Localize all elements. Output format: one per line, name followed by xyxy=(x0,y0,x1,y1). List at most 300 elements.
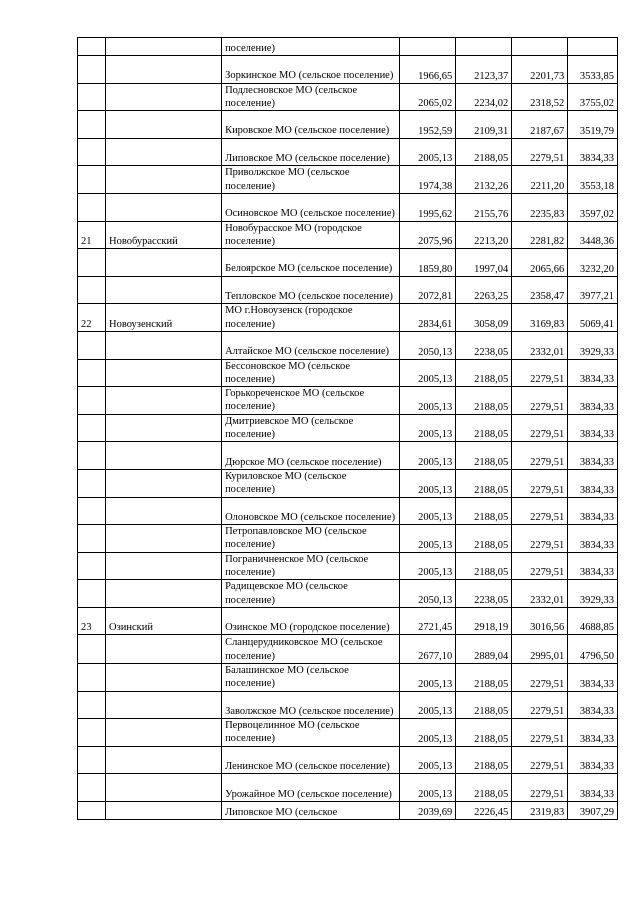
municipality-cell xyxy=(222,469,400,497)
value-cell-3 xyxy=(512,663,568,691)
row-number-cell xyxy=(78,580,106,608)
table-row xyxy=(78,719,618,747)
value-cell-1 xyxy=(400,691,456,719)
municipality-cell xyxy=(222,663,400,691)
municipality-cell-text: Заволжское МО (сельское поселение) xyxy=(225,705,394,717)
value-cell-2-text: 2918,19 xyxy=(474,622,509,634)
municipality-cell-text: Зоркинское МО (сельское поселение) xyxy=(225,70,394,82)
table-row xyxy=(78,38,618,56)
table-row xyxy=(78,111,618,139)
value-cell-3-text: 2358,47 xyxy=(530,291,565,303)
value-cell-1 xyxy=(400,525,456,553)
table-row xyxy=(78,525,618,553)
row-number-cell xyxy=(78,414,106,442)
value-cell-1-text: 2005,13 xyxy=(418,761,453,773)
value-cell-3-text: 2279,51 xyxy=(530,374,565,386)
row-number-cell xyxy=(78,193,106,221)
value-cell-3-text: 2281,82 xyxy=(530,236,565,248)
row-number-cell xyxy=(78,249,106,277)
value-cell-4-text: 3834,33 xyxy=(579,512,614,524)
value-cell-2-text: 2188,05 xyxy=(474,733,509,745)
value-cell-4 xyxy=(568,663,618,691)
row-number-cell xyxy=(78,221,106,249)
value-cell-3-text: 2235,83 xyxy=(530,208,565,220)
municipality-cell-text: Новобурасское МО (городское поселение) xyxy=(225,222,362,247)
value-cell-4 xyxy=(568,469,618,497)
value-cell-3 xyxy=(512,801,568,819)
value-cell-2-text: 2188,05 xyxy=(474,761,509,773)
table-row xyxy=(78,774,618,802)
value-cell-1 xyxy=(400,497,456,525)
value-cell-1 xyxy=(400,469,456,497)
value-cell-4-text: 3834,33 xyxy=(579,484,614,496)
value-cell-3-text: 2279,51 xyxy=(530,706,565,718)
district-cell xyxy=(105,221,221,249)
value-cell-3 xyxy=(512,414,568,442)
value-cell-1 xyxy=(400,304,456,332)
value-cell-1-text: 2050,13 xyxy=(418,346,453,358)
value-cell-4 xyxy=(568,552,618,580)
municipality-cell-text: Дмитриевское МО (сельское поселение) xyxy=(225,415,354,441)
district-cell xyxy=(105,111,221,139)
value-cell-4 xyxy=(568,497,618,525)
value-cell-4-text: 3834,33 xyxy=(579,706,614,718)
value-cell-1 xyxy=(400,663,456,691)
value-cell-4-text: 3907,29 xyxy=(579,806,614,818)
row-number-cell xyxy=(78,663,106,691)
value-cell-4-text: 4796,50 xyxy=(579,650,614,662)
value-cell-2-text: 2234,02 xyxy=(474,98,509,110)
municipality-cell-text: МО г.Новоузенск (городское поселение) xyxy=(225,305,353,330)
table-row xyxy=(78,166,618,194)
row-number-cell xyxy=(78,83,106,111)
value-cell-1-text: 2005,13 xyxy=(418,153,453,165)
value-cell-3 xyxy=(512,774,568,802)
value-cell-3 xyxy=(512,442,568,470)
value-cell-1 xyxy=(400,193,456,221)
value-cell-4 xyxy=(568,166,618,194)
value-cell-4-text: 3929,33 xyxy=(579,594,614,606)
value-cell-4 xyxy=(568,719,618,747)
table-row xyxy=(78,276,618,304)
value-cell-4-text: 3929,33 xyxy=(579,346,614,358)
value-cell-1 xyxy=(400,387,456,415)
value-cell-2-text: 2155,76 xyxy=(474,208,509,220)
value-cell-4-text: 3448,36 xyxy=(579,236,614,248)
value-cell-3-text: 2279,51 xyxy=(530,429,565,441)
row-number-cell-text: 22 xyxy=(81,318,92,330)
value-cell-4 xyxy=(568,38,618,56)
municipality-cell xyxy=(222,111,400,139)
district-cell xyxy=(105,249,221,277)
table-row xyxy=(78,552,618,580)
value-cell-2 xyxy=(456,138,512,166)
value-cell-4-text: 3834,33 xyxy=(579,401,614,413)
value-cell-1-text: 2005,13 xyxy=(418,678,453,690)
municipality-cell xyxy=(222,221,400,249)
value-cell-2-text: 2238,05 xyxy=(474,594,509,606)
value-cell-3-text: 2279,51 xyxy=(530,401,565,413)
value-cell-2 xyxy=(456,635,512,664)
municipality-cell xyxy=(222,774,400,802)
value-cell-4 xyxy=(568,774,618,802)
value-cell-2-text: 2213,20 xyxy=(474,236,509,248)
table-row xyxy=(78,607,618,635)
value-cell-1 xyxy=(400,359,456,387)
district-cell xyxy=(105,552,221,580)
value-cell-4 xyxy=(568,359,618,387)
row-number-cell xyxy=(78,691,106,719)
district-cell xyxy=(105,166,221,194)
value-cell-1 xyxy=(400,276,456,304)
value-cell-2-text: 2188,05 xyxy=(474,567,509,579)
value-cell-1 xyxy=(400,746,456,774)
value-cell-3-text: 2279,51 xyxy=(530,484,565,496)
district-cell xyxy=(105,774,221,802)
table-row xyxy=(78,469,618,497)
value-cell-4 xyxy=(568,221,618,249)
value-cell-3 xyxy=(512,525,568,553)
value-cell-1-text: 2005,13 xyxy=(418,706,453,718)
district-cell xyxy=(105,38,221,56)
value-cell-2-text: 2109,31 xyxy=(474,125,509,137)
value-cell-2 xyxy=(456,249,512,277)
municipality-cell-text: Липовское МО (сельское поселение) xyxy=(225,153,390,165)
table-row xyxy=(78,497,618,525)
value-cell-2 xyxy=(456,801,512,819)
row-number-cell xyxy=(78,746,106,774)
district-cell xyxy=(105,746,221,774)
district-cell xyxy=(105,497,221,525)
value-cell-3-text: 2995,01 xyxy=(530,650,565,662)
value-cell-2 xyxy=(456,38,512,56)
municipality-cell xyxy=(222,304,400,332)
value-cell-2-text: 2238,05 xyxy=(474,346,509,358)
value-cell-1-text: 2005,13 xyxy=(418,374,453,386)
row-number-cell-text: 23 xyxy=(81,622,92,634)
value-cell-3-text: 2279,51 xyxy=(530,761,565,773)
district-cell xyxy=(105,193,221,221)
value-cell-4-text: 4688,85 xyxy=(579,622,614,634)
value-cell-2-text: 2188,05 xyxy=(474,706,509,718)
value-cell-3 xyxy=(512,249,568,277)
value-cell-2 xyxy=(456,580,512,608)
row-number-cell xyxy=(78,497,106,525)
tariff-table xyxy=(77,37,618,820)
value-cell-1 xyxy=(400,111,456,139)
municipality-cell xyxy=(222,607,400,635)
value-cell-2 xyxy=(456,304,512,332)
value-cell-4-text: 3834,33 xyxy=(579,567,614,579)
municipality-cell-text: Кировское МО (сельское поселение) xyxy=(225,125,390,137)
municipality-cell xyxy=(222,83,400,111)
value-cell-4 xyxy=(568,111,618,139)
value-cell-2-text: 2188,05 xyxy=(474,374,509,386)
value-cell-2 xyxy=(456,387,512,415)
value-cell-4-text: 3232,20 xyxy=(579,263,614,275)
value-cell-2 xyxy=(456,552,512,580)
municipality-cell xyxy=(222,525,400,553)
value-cell-4 xyxy=(568,414,618,442)
value-cell-3-text: 2187,67 xyxy=(530,125,565,137)
value-cell-1 xyxy=(400,166,456,194)
table-row xyxy=(78,359,618,387)
value-cell-4 xyxy=(568,691,618,719)
value-cell-1-text: 2005,13 xyxy=(418,788,453,800)
municipality-cell-text: Приволжское МО (сельское поселение) xyxy=(225,167,350,192)
value-cell-4-text: 3834,33 xyxy=(579,153,614,165)
value-cell-1 xyxy=(400,719,456,747)
district-cell xyxy=(105,719,221,747)
value-cell-4-text: 3834,33 xyxy=(579,539,614,551)
value-cell-4 xyxy=(568,304,618,332)
value-cell-3 xyxy=(512,719,568,747)
municipality-cell xyxy=(222,276,400,304)
value-cell-2 xyxy=(456,525,512,553)
value-cell-2 xyxy=(456,193,512,221)
table-row xyxy=(78,580,618,608)
table-row xyxy=(78,442,618,470)
district-cell xyxy=(105,607,221,635)
value-cell-2-text: 2188,05 xyxy=(474,539,509,551)
value-cell-1 xyxy=(400,607,456,635)
district-cell xyxy=(105,83,221,111)
row-number-cell xyxy=(78,525,106,553)
value-cell-4-text: 3533,85 xyxy=(579,70,614,82)
value-cell-3-text: 2279,51 xyxy=(530,678,565,690)
value-cell-2 xyxy=(456,774,512,802)
district-cell xyxy=(105,276,221,304)
municipality-cell-text: Радищевское МО (сельское поселение) xyxy=(225,581,348,606)
value-cell-3 xyxy=(512,138,568,166)
table-row xyxy=(78,387,618,415)
table-row xyxy=(78,221,618,249)
value-cell-4 xyxy=(568,83,618,111)
value-cell-1-text: 1966,65 xyxy=(418,70,453,82)
value-cell-4-text: 3834,33 xyxy=(579,788,614,800)
municipality-cell xyxy=(222,166,400,194)
row-number-cell xyxy=(78,801,106,819)
row-number-cell xyxy=(78,387,106,415)
value-cell-4-text: 3834,33 xyxy=(579,374,614,386)
municipality-cell-text: поселение) xyxy=(225,42,275,54)
municipality-cell xyxy=(222,56,400,84)
value-cell-1-text: 2005,13 xyxy=(418,567,453,579)
value-cell-3-text: 3169,83 xyxy=(530,318,565,330)
value-cell-1-text: 2721,45 xyxy=(418,622,453,634)
municipality-cell-text: Первоцелинное МО (сельское поселение) xyxy=(225,720,360,745)
value-cell-2 xyxy=(456,719,512,747)
value-cell-2 xyxy=(456,56,512,84)
value-cell-1 xyxy=(400,56,456,84)
value-cell-3 xyxy=(512,635,568,664)
district-cell xyxy=(105,387,221,415)
municipality-cell xyxy=(222,691,400,719)
value-cell-4 xyxy=(568,193,618,221)
value-cell-1-text: 2005,13 xyxy=(418,512,453,524)
municipality-cell-text: Урожайное МО (сельское поселение) xyxy=(225,788,392,800)
value-cell-3-text: 2319,83 xyxy=(530,806,565,818)
municipality-cell-text: Осиновское МО (сельское поселение) xyxy=(225,208,395,220)
value-cell-3 xyxy=(512,221,568,249)
value-cell-3 xyxy=(512,83,568,111)
municipality-cell xyxy=(222,801,400,819)
value-cell-4-text: 3834,33 xyxy=(579,761,614,773)
value-cell-4 xyxy=(568,607,618,635)
value-cell-2 xyxy=(456,111,512,139)
value-cell-1-text: 2834,61 xyxy=(418,318,453,330)
value-cell-2 xyxy=(456,166,512,194)
value-cell-1 xyxy=(400,580,456,608)
value-cell-2 xyxy=(456,276,512,304)
district-cell xyxy=(105,691,221,719)
table-row xyxy=(78,746,618,774)
value-cell-2 xyxy=(456,663,512,691)
municipality-cell-text: Балашинское МО (сельское поселение) xyxy=(225,664,349,690)
district-cell xyxy=(105,138,221,166)
value-cell-1-text: 2039,69 xyxy=(418,806,453,818)
value-cell-4-text: 3755,02 xyxy=(579,98,614,110)
value-cell-4 xyxy=(568,801,618,819)
value-cell-2-text: 1997,04 xyxy=(474,263,509,275)
table-row xyxy=(78,56,618,84)
value-cell-1 xyxy=(400,774,456,802)
value-cell-1-text: 1859,80 xyxy=(418,263,453,275)
value-cell-4-text: 3834,33 xyxy=(579,678,614,690)
value-cell-2-text: 2263,25 xyxy=(474,291,509,303)
value-cell-1-text: 1952,59 xyxy=(418,125,453,137)
municipality-cell-text: Белоярское МО (сельское поселение) xyxy=(225,263,393,275)
value-cell-3-text: 2332,01 xyxy=(530,594,565,606)
value-cell-3 xyxy=(512,580,568,608)
value-cell-3 xyxy=(512,552,568,580)
value-cell-1 xyxy=(400,138,456,166)
value-cell-1-text: 2005,13 xyxy=(418,429,453,441)
value-cell-1 xyxy=(400,331,456,359)
district-cell-text: Новоузенский xyxy=(108,318,173,330)
value-cell-2-text: 2226,45 xyxy=(474,806,509,818)
value-cell-1-text: 2005,13 xyxy=(418,484,453,496)
value-cell-4 xyxy=(568,276,618,304)
municipality-cell-text: Олоновское МО (сельское поселение) xyxy=(225,511,396,523)
municipality-cell xyxy=(222,414,400,442)
value-cell-3 xyxy=(512,691,568,719)
value-cell-3-text: 2279,51 xyxy=(530,733,565,745)
municipality-cell-text: Липовское МО (сельское xyxy=(225,806,338,818)
value-cell-3-text: 2201,73 xyxy=(530,70,565,82)
value-cell-4-text: 5069,41 xyxy=(579,318,614,330)
value-cell-3-text: 2279,51 xyxy=(530,539,565,551)
value-cell-3 xyxy=(512,111,568,139)
value-cell-1 xyxy=(400,221,456,249)
value-cell-3 xyxy=(512,56,568,84)
value-cell-2-text: 3058,09 xyxy=(474,318,509,330)
value-cell-3 xyxy=(512,497,568,525)
value-cell-1 xyxy=(400,83,456,111)
value-cell-2-text: 2188,05 xyxy=(474,401,509,413)
value-cell-3 xyxy=(512,387,568,415)
value-cell-1-text: 2072,81 xyxy=(418,291,453,303)
district-cell xyxy=(105,580,221,608)
value-cell-3 xyxy=(512,166,568,194)
table-row xyxy=(78,193,618,221)
value-cell-2 xyxy=(456,442,512,470)
value-cell-2 xyxy=(456,221,512,249)
row-number-cell xyxy=(78,774,106,802)
row-number-cell xyxy=(78,166,106,194)
value-cell-3-text: 2279,51 xyxy=(530,456,565,468)
value-cell-1-text: 2050,13 xyxy=(418,594,453,606)
municipality-cell xyxy=(222,746,400,774)
district-cell xyxy=(105,442,221,470)
value-cell-3 xyxy=(512,331,568,359)
value-cell-3 xyxy=(512,276,568,304)
municipality-cell-text: Алтайское МО (сельское поселение) xyxy=(225,346,390,358)
value-cell-3 xyxy=(512,469,568,497)
table-row xyxy=(78,801,618,819)
municipality-cell-text: Куриловское МО (сельское поселение) xyxy=(225,470,347,496)
value-cell-3-text: 2279,51 xyxy=(530,153,565,165)
value-cell-3-text: 2211,20 xyxy=(530,180,565,192)
municipality-cell xyxy=(222,193,400,221)
district-cell-text: Новобурасский xyxy=(108,236,178,248)
row-number-cell xyxy=(78,359,106,387)
municipality-cell xyxy=(222,138,400,166)
value-cell-4 xyxy=(568,580,618,608)
row-number-cell xyxy=(78,304,106,332)
value-cell-1-text: 2005,13 xyxy=(418,456,453,468)
value-cell-4-text: 3834,33 xyxy=(579,429,614,441)
value-cell-1 xyxy=(400,801,456,819)
value-cell-4 xyxy=(568,249,618,277)
value-cell-1 xyxy=(400,249,456,277)
district-cell xyxy=(105,663,221,691)
value-cell-2 xyxy=(456,691,512,719)
value-cell-1 xyxy=(400,635,456,664)
value-cell-2-text: 2188,05 xyxy=(474,456,509,468)
table-row xyxy=(78,331,618,359)
value-cell-2-text: 2188,05 xyxy=(474,153,509,165)
municipality-cell-text: Горькореченское МО (сельское поселение) xyxy=(225,388,365,413)
municipality-cell xyxy=(222,552,400,580)
value-cell-3 xyxy=(512,359,568,387)
district-cell xyxy=(105,801,221,819)
value-cell-1-text: 2005,13 xyxy=(418,733,453,745)
table-body xyxy=(78,38,618,820)
value-cell-3-text: 2318,52 xyxy=(530,98,565,110)
row-number-cell xyxy=(78,469,106,497)
municipality-cell-text: Тепловское МО (сельское поселение) xyxy=(225,291,393,303)
municipality-cell-text: Сланцерудниковское МО (сельское поселение) xyxy=(225,637,383,662)
value-cell-3-text: 2065,66 xyxy=(530,263,565,275)
row-number-cell xyxy=(78,56,106,84)
district-cell xyxy=(105,525,221,553)
value-cell-4-text: 3834,33 xyxy=(579,456,614,468)
table-row xyxy=(78,691,618,719)
value-cell-2-text: 2123,37 xyxy=(474,70,509,82)
value-cell-1-text: 2065,02 xyxy=(418,98,453,110)
value-cell-2-text: 2188,05 xyxy=(474,512,509,524)
value-cell-4-text: 3977,21 xyxy=(579,291,614,303)
district-cell xyxy=(105,331,221,359)
value-cell-1 xyxy=(400,414,456,442)
row-number-cell xyxy=(78,38,106,56)
value-cell-4 xyxy=(568,635,618,664)
value-cell-2 xyxy=(456,497,512,525)
value-cell-3 xyxy=(512,304,568,332)
value-cell-2-text: 2889,04 xyxy=(474,650,509,662)
value-cell-2-text: 2188,05 xyxy=(474,484,509,496)
